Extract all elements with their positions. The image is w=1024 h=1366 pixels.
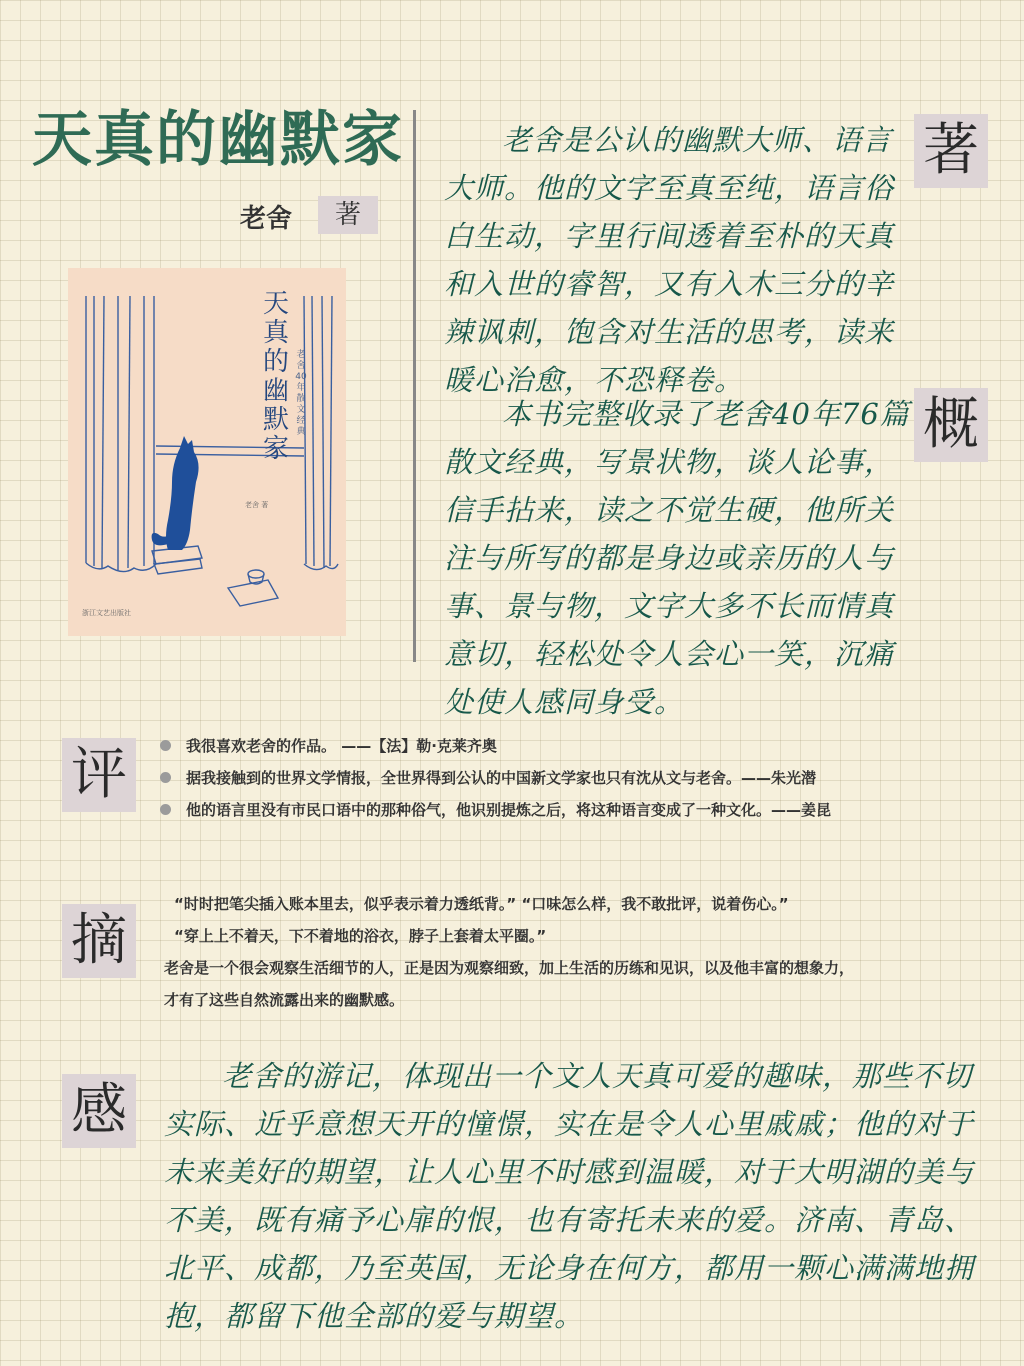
review-item: 我很喜欢老舍的作品。 ——【法】勒·克莱齐奥 bbox=[160, 730, 1000, 762]
excerpt-comment: 老舍是一个很会观察生活细节的人，正是因为观察细致，加上生活的历练和见识，以及他丰富的想象力， bbox=[164, 959, 855, 977]
book-cover bbox=[68, 268, 346, 636]
author-line bbox=[236, 196, 378, 234]
label-summary: 概 bbox=[914, 388, 988, 462]
feeling-text: 老舍的游记，体现出一个文人天真可爱的趣味，那些不切实际、近乎意想天开的憧憬，实在是令人心里戚戚；他的对于未来美好的期望，让人心里不时感到温暖，对于大明湖的美与不美，既有痛予心扉的恨，也有寄托未来的爱。济南、青岛、北平、成都，乃至英国，无论身在何方，都用一颗心满满地拥抱，都留下他全部的爱与期望。 bbox=[164, 1059, 975, 1333]
summary-text: 本书完整收录了老舍40年76篇散文经典，写景状物，谈人论事，信手拈来，读之不觉生硬，他所关注与所写的都是身边或亲历的人与事、景与物，文字大多不长而情真意切，轻松处令人会心一笑，沉痛处使人感同身受。 bbox=[444, 397, 910, 719]
page-title: 天真的幽默家 bbox=[32, 105, 404, 175]
cover-publisher: 浙江文艺出版社 bbox=[82, 609, 131, 617]
excerpt-block bbox=[164, 888, 1004, 1016]
review-item: 他的语言里没有市民口语中的那种俗气，他识别提炼之后，将这种语言变成了一种文化。——姜昆 bbox=[160, 794, 1000, 826]
excerpt-quote: “时时把笔尖插入账本里去，似乎表示着力透纸背。” “口味怎么样，我不敢批评，说着伤心。” bbox=[174, 895, 789, 913]
review-list bbox=[160, 730, 1000, 826]
label-feeling: 感 bbox=[62, 1074, 136, 1148]
excerpt-comment: 才有了这些自然流露出来的幽默感。 bbox=[164, 991, 405, 1009]
label-excerpt: 摘 bbox=[62, 904, 136, 978]
cover-subtitle: 老舍40年散文经典 bbox=[295, 350, 307, 437]
author-role-tag: 著 bbox=[318, 196, 378, 234]
author-name: 老舍 bbox=[240, 204, 293, 234]
cover-title: 天真的幽默家 bbox=[262, 289, 289, 464]
label-review: 评 bbox=[62, 738, 136, 812]
author-intro-text: 老舍是公认的幽默大师、语言大师。他的文字至真至纯，语言俗白生动，字里行间透着至朴的天真和入世的睿智，又有入木三分的辛辣讽刺，饱含对生活的思考，读来暖心治愈，不恐释卷。 bbox=[444, 123, 895, 397]
label-author: 著 bbox=[914, 114, 988, 188]
cover-author: 老舍 著 bbox=[245, 501, 269, 509]
cover-illustration bbox=[68, 268, 346, 636]
excerpt-quote: “穿上上不着天，下不着地的浴衣，脖子上套着太平圈。” bbox=[174, 927, 547, 945]
vertical-divider bbox=[413, 110, 416, 662]
review-item: 据我接触到的世界文学情报，全世界得到公认的中国新文学家也只有沈从文与老舍。——朱光潜 bbox=[160, 762, 1000, 794]
